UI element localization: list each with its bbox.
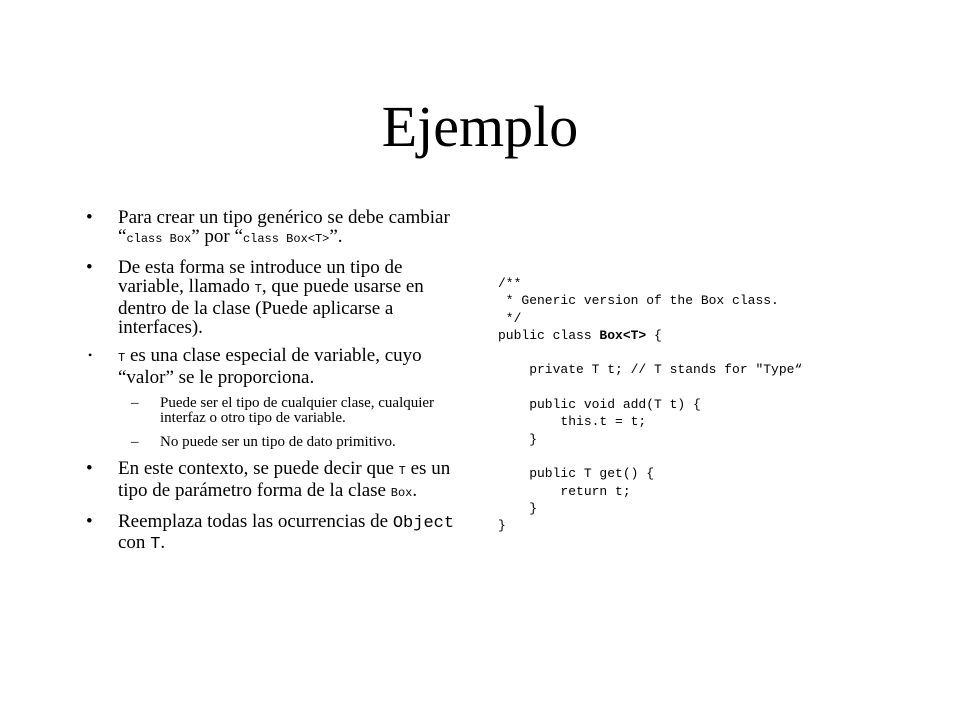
code-line: /** bbox=[498, 276, 522, 291]
bullet-text: ” por “ bbox=[191, 226, 243, 247]
bullet-item bbox=[84, 459, 466, 503]
code-line: } bbox=[498, 431, 538, 447]
inline-code: T bbox=[150, 535, 161, 554]
bullet-text: con bbox=[118, 532, 151, 553]
inline-code: Box bbox=[390, 486, 413, 500]
slide-title: Ejemplo bbox=[381, 94, 579, 159]
bullet-text: ”. bbox=[329, 226, 343, 247]
code-line: */ bbox=[498, 310, 522, 326]
bullet-item bbox=[84, 346, 466, 387]
code-line: private T t; // T stands for "Type“ bbox=[498, 362, 803, 378]
bullet-list bbox=[84, 208, 466, 563]
code-line: } bbox=[498, 500, 538, 516]
code-line: public T get() { bbox=[498, 466, 655, 482]
bullet-text: . bbox=[160, 532, 166, 553]
bullet-marker: • bbox=[86, 511, 93, 532]
bullet-text: . bbox=[412, 480, 418, 501]
bullet-item bbox=[84, 208, 466, 249]
bullet-text: , que puede usarse en dentro de la clase (Puede aplicarse a interfaces). bbox=[118, 276, 424, 338]
sub-bullet-item bbox=[84, 435, 466, 450]
code-line: } bbox=[498, 518, 506, 534]
bullet-text: es una clase especial de variable, cuyo “valor” se le proporciona. bbox=[118, 345, 422, 388]
bullet-marker: • bbox=[88, 348, 93, 362]
bullet-marker: • bbox=[86, 458, 93, 479]
code-line: public class bbox=[498, 327, 600, 343]
inline-code: T bbox=[254, 282, 262, 296]
bullet-item bbox=[84, 512, 466, 554]
code-line: this.t = t; bbox=[498, 414, 647, 430]
sub-bullet-marker: – bbox=[131, 434, 139, 450]
code-line: public void add(T t) { bbox=[498, 397, 701, 413]
bullet-text: Reemplaza todas las ocurrencias de bbox=[118, 511, 393, 532]
bullet-marker: • bbox=[86, 207, 93, 228]
inline-code: class Box bbox=[126, 232, 192, 246]
sub-bullet-text: No puede ser un tipo de dato primitivo. bbox=[160, 434, 396, 450]
code-line: * Generic version of the Box class. bbox=[498, 293, 779, 309]
bullet-text: En este contexto, se puede decir que bbox=[118, 458, 399, 479]
bullet-text: es un tipo de parámetro forma de la clase bbox=[118, 458, 451, 501]
code-line: return t; bbox=[498, 483, 631, 499]
bullet-text: De esta forma se introduce un tipo de variable, llamado bbox=[118, 257, 403, 297]
inline-code: T bbox=[398, 464, 406, 478]
bullet-item bbox=[84, 258, 466, 337]
inline-code: T bbox=[118, 351, 126, 365]
inline-code: Object bbox=[392, 514, 455, 533]
code-line: { bbox=[646, 327, 662, 343]
bullet-marker: • bbox=[86, 257, 93, 278]
sub-bullet-marker: – bbox=[131, 395, 139, 411]
code-block bbox=[498, 275, 802, 534]
sub-bullet-text: Puede ser el tipo de cualquier clase, cualquier interfaz o otro tipo de variable. bbox=[160, 395, 435, 426]
sub-bullet-item bbox=[84, 396, 466, 426]
inline-code: class Box<T> bbox=[242, 232, 330, 246]
code-class-name: Box<T> bbox=[599, 327, 647, 343]
bullet-text: Para crear un tipo genérico se debe cambiar “ bbox=[118, 207, 450, 247]
